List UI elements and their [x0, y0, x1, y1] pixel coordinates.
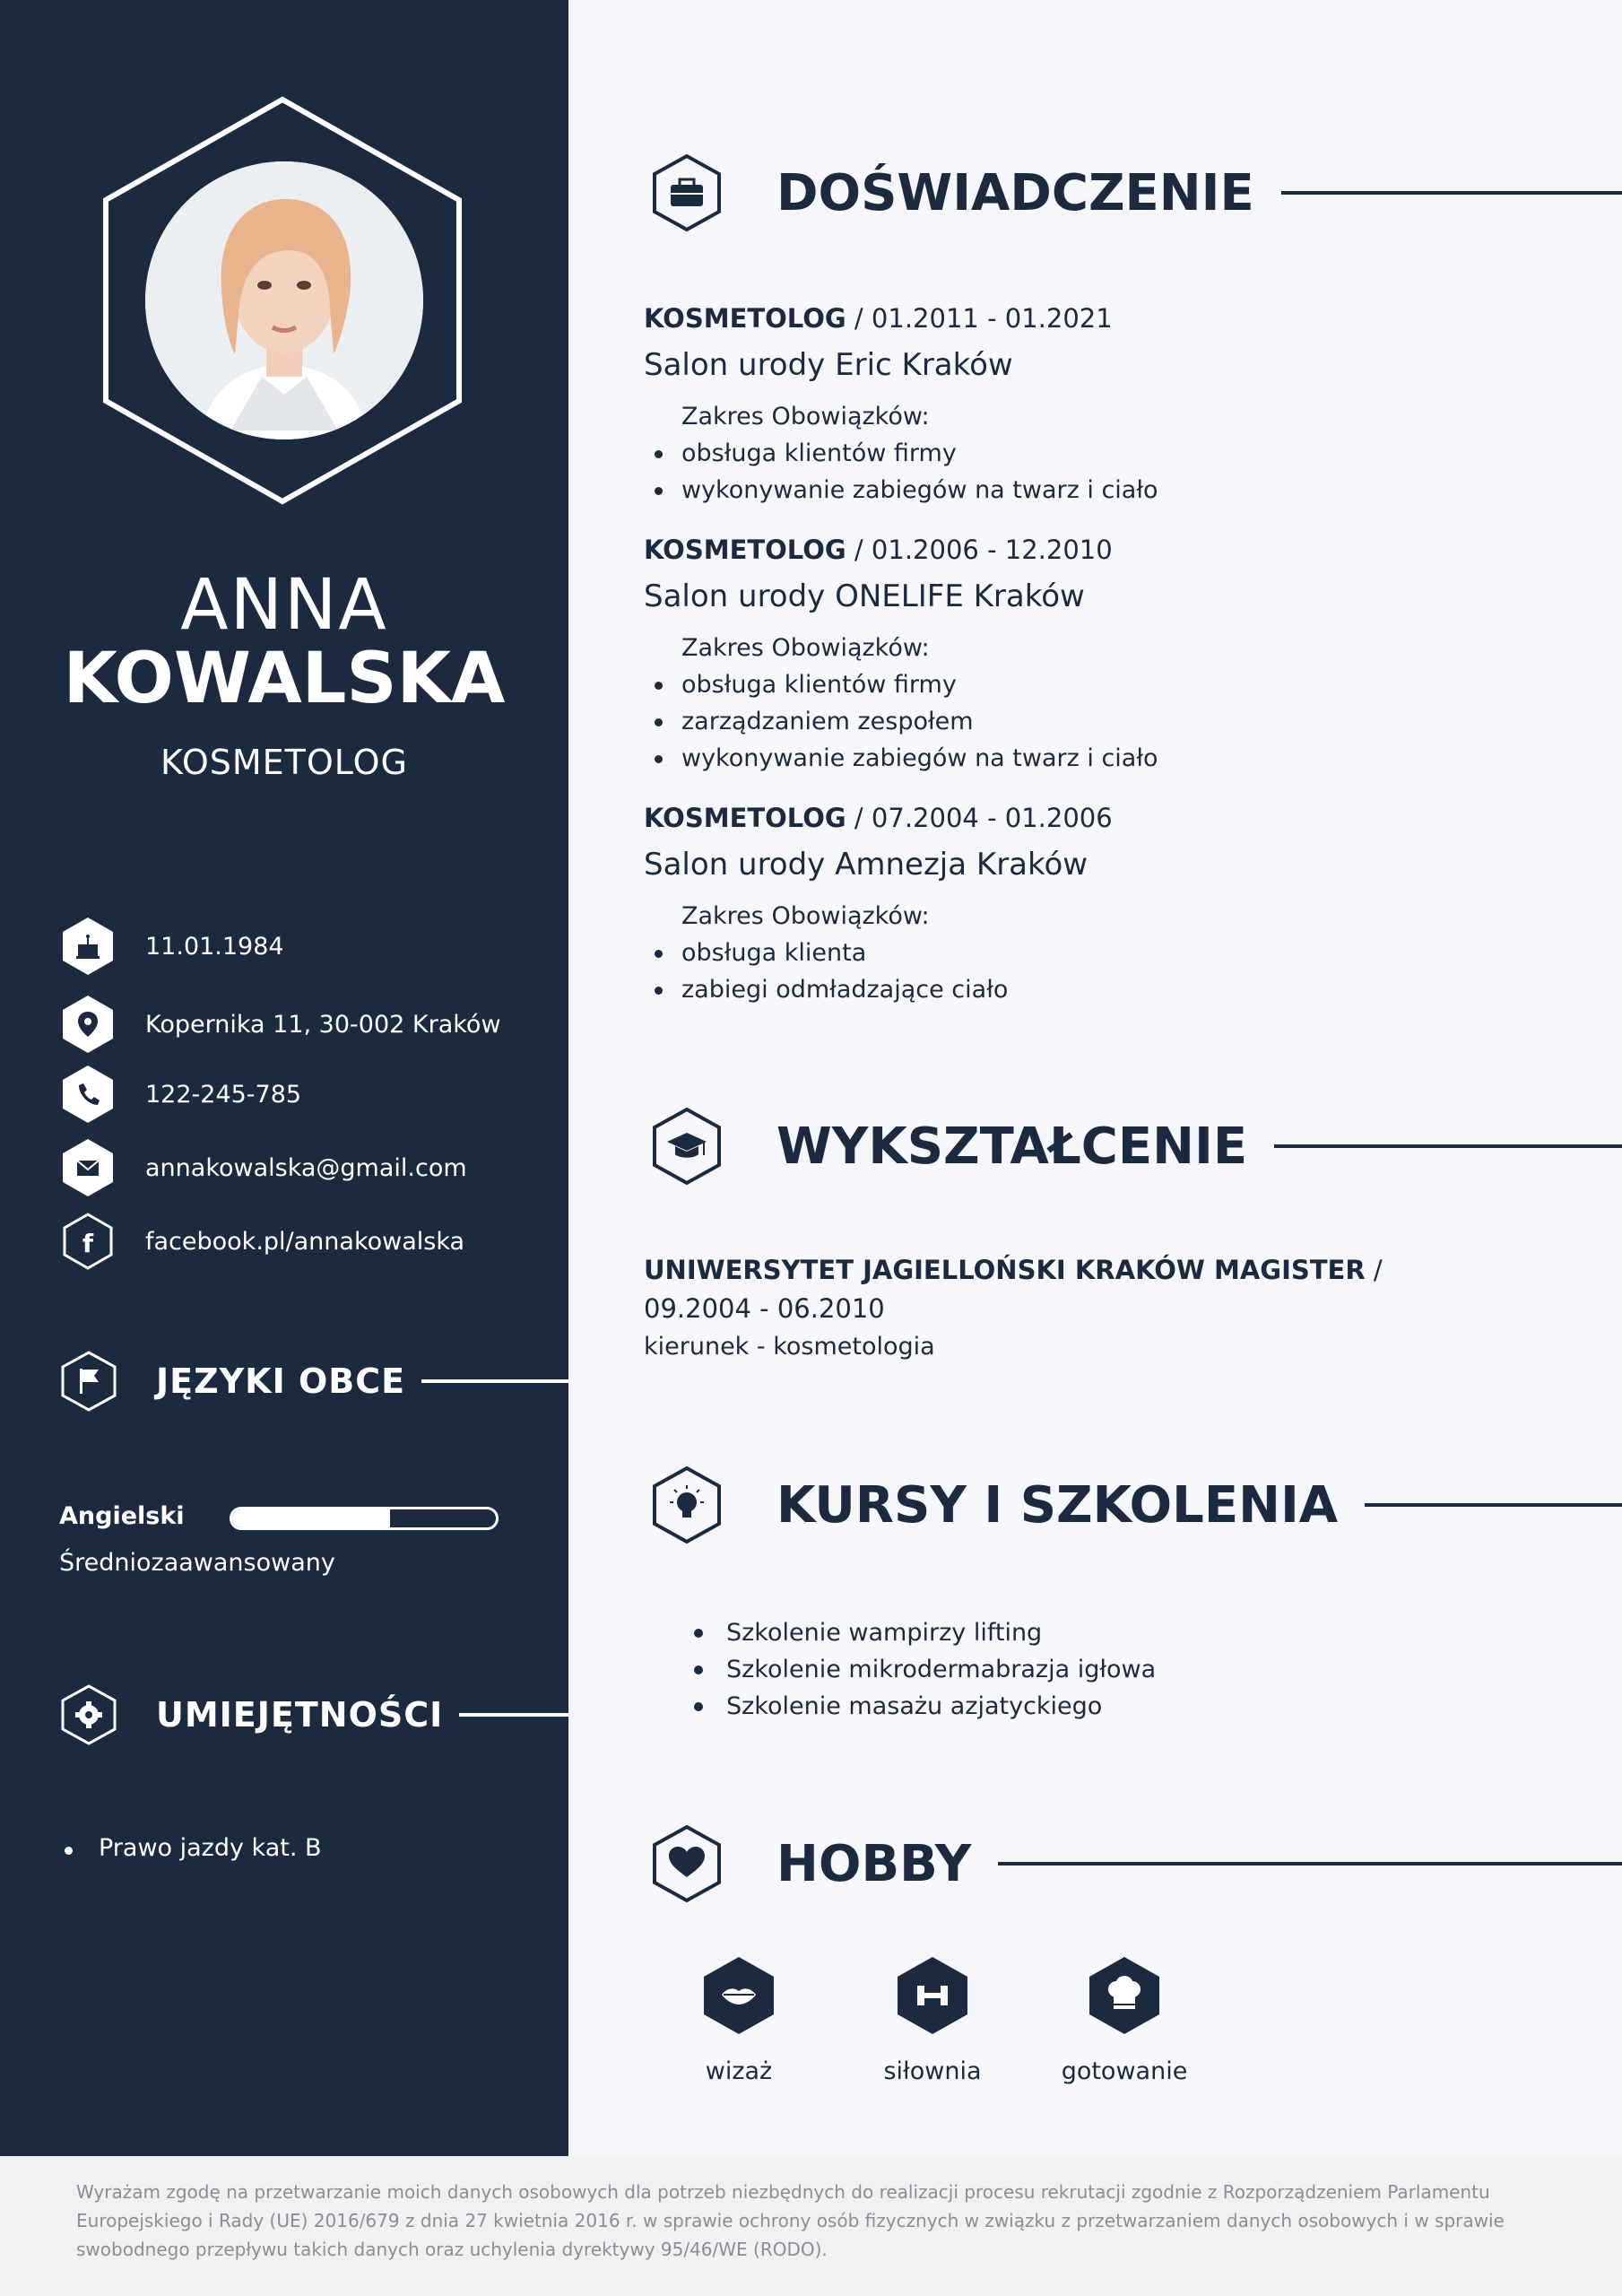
languages-header: [59, 1350, 568, 1413]
facebook-icon: [59, 1213, 117, 1270]
job-place: Salon urody ONELIFE Kraków: [644, 578, 1085, 614]
contact-email-text[interactable]: annakowalska@gmail.com: [145, 1153, 467, 1182]
svg-text:f: f: [82, 1229, 94, 1258]
course-item: Szkolenie masażu azjatyckiego: [689, 1688, 1156, 1725]
courses-title: KURSY I SZKOLENIA: [776, 1475, 1339, 1535]
language-level: Średniozaawansowany: [59, 1549, 335, 1577]
contact-birthdate: [59, 918, 561, 975]
duty-item: obsługa klienta: [644, 935, 1540, 971]
contact-address: [59, 996, 561, 1053]
dumbbell-icon: [894, 1955, 971, 2036]
divider: [1365, 1503, 1622, 1507]
contact-facebook-text[interactable]: facebook.pl/annakowalska: [145, 1227, 465, 1256]
location-pin-icon: [59, 996, 117, 1053]
duties-list: [644, 666, 1540, 777]
heart-icon: [649, 1823, 724, 1904]
job-place: Salon urody Amnezja Kraków: [644, 847, 1089, 883]
hobby-item: [852, 1955, 1013, 2085]
divider: [459, 1713, 568, 1717]
last-name: KOWALSKA: [63, 639, 506, 719]
course-item: Szkolenie mikrodermabrazja igłowa: [689, 1651, 1156, 1688]
duties-list: [644, 935, 1540, 1008]
contact-phone: [59, 1065, 561, 1123]
education-title: WYKSZTAŁCENIE: [776, 1117, 1248, 1176]
duty-item: zabiegi odmładzające ciało: [644, 971, 1540, 1008]
flag-icon: [59, 1350, 118, 1413]
language-progress-fill: [232, 1509, 390, 1527]
lightbulb-icon: [649, 1465, 724, 1545]
language-name: Angielski: [59, 1502, 185, 1530]
contact-email: [59, 1139, 561, 1196]
duty-item: obsługa klientów firmy: [644, 666, 1540, 703]
job-position: KOSMETOLOG: [644, 803, 846, 833]
course-item: Szkolenie wampirzy lifting: [689, 1614, 1156, 1651]
hobby-label: gotowanie: [1061, 2057, 1188, 2085]
job-place: Salon urody Eric Kraków: [644, 347, 1013, 383]
education-entry: [644, 1251, 1487, 1366]
duty-item: wykonywanie zabiegów na twarz i ciało: [644, 740, 1540, 777]
envelope-icon: [59, 1139, 117, 1196]
profile-photo: [145, 161, 423, 439]
duty-item: obsługa klientów firmy: [644, 435, 1540, 472]
job-dates: / 07.2004 - 01.2006: [846, 803, 1113, 833]
main-content: [568, 0, 1622, 2156]
skills-title: UMIEJĘTNOŚCI: [156, 1695, 444, 1735]
phone-icon: [59, 1065, 117, 1123]
school-name: UNIWERSYTET JAGIELLOŃSKI KRAKÓW MAGISTER: [644, 1255, 1366, 1285]
gear-icon: [59, 1683, 118, 1746]
duties-label: Zakres Obowiązków:: [681, 902, 930, 930]
education-detail: kierunek - kosmetologia: [644, 1333, 935, 1361]
divider: [998, 1862, 1622, 1866]
job-dates: / 01.2006 - 12.2010: [846, 535, 1113, 565]
consent-text: Wyrażam zgodę na przetwarzanie moich danych osobowych dla potrzeb niezbędnych do realizacji procesu rekrutacji zgodnie z Rozporządzeniem Parlamentu Europejskiego i Rady (UE) 2016/679 z dnia 27 kwietnia 2016 r. w sprawie ochrony osób fizycznych w związku z przetwarzaniem danych osobowych i w sprawie swobodnego przepływu takich danych oraz uchylenia dyrektywy 95/46/WE (RODO).: [76, 2181, 1505, 2260]
hobby-header: [649, 1823, 1622, 1904]
graduation-cap-icon: [649, 1106, 724, 1187]
sidebar: [0, 0, 568, 2156]
courses-list: [689, 1614, 1156, 1725]
languages-title: JĘZYKI OBCE: [156, 1361, 406, 1401]
profile-photo-frame: [100, 94, 464, 507]
language-progress-bar: [230, 1507, 499, 1530]
job-title: KOSMETOLOG: [160, 743, 408, 782]
job-entry: [644, 800, 1540, 1008]
duties-label: Zakres Obowiązków:: [681, 403, 930, 430]
job-dates: / 01.2011 - 01.2021: [846, 303, 1113, 334]
skills-list: [59, 1834, 322, 1862]
hobby-label: siłownia: [883, 2057, 982, 2085]
divider: [1281, 191, 1622, 195]
experience-header: [649, 152, 1622, 233]
briefcase-icon: [649, 152, 724, 233]
education-dates: / 09.2004 - 06.2010: [644, 1255, 1383, 1324]
contact-address-text: Kopernika 11, 30-002 Kraków: [145, 1010, 501, 1039]
job-entry: [644, 300, 1540, 509]
contact-facebook: [59, 1213, 561, 1270]
chef-hat-icon: [1086, 1955, 1163, 2036]
gdpr-consent-footer: [0, 2156, 1622, 2296]
skill-item: Prawo jazdy kat. B: [59, 1834, 322, 1862]
hobby-label: wizaż: [705, 2057, 773, 2085]
divider: [1274, 1144, 1622, 1148]
duties-label: Zakres Obowiązków:: [681, 634, 930, 662]
duty-item: zarządzaniem zespołem: [644, 703, 1540, 740]
job-position: KOSMETOLOG: [644, 535, 846, 565]
birthday-cake-icon: [59, 918, 117, 975]
hobby-title: HOBBY: [776, 1834, 972, 1893]
courses-header: [649, 1465, 1622, 1545]
duties-list: [644, 435, 1540, 509]
hobby-item: [1044, 1955, 1205, 2085]
contact-phone-text: 122-245-785: [145, 1080, 302, 1109]
contact-birthdate-text: 11.01.1984: [145, 932, 284, 961]
skills-header: [59, 1683, 568, 1746]
hobby-item: [658, 1955, 820, 2085]
duty-item: wykonywanie zabiegów na twarz i ciało: [644, 472, 1540, 509]
lips-icon: [700, 1955, 777, 2036]
experience-title: DOŚWIADCZENIE: [776, 163, 1254, 222]
education-header: [649, 1106, 1622, 1187]
job-entry: [644, 532, 1540, 777]
job-position: KOSMETOLOG: [644, 303, 846, 334]
first-name: ANNA: [180, 565, 388, 646]
divider: [421, 1379, 568, 1383]
